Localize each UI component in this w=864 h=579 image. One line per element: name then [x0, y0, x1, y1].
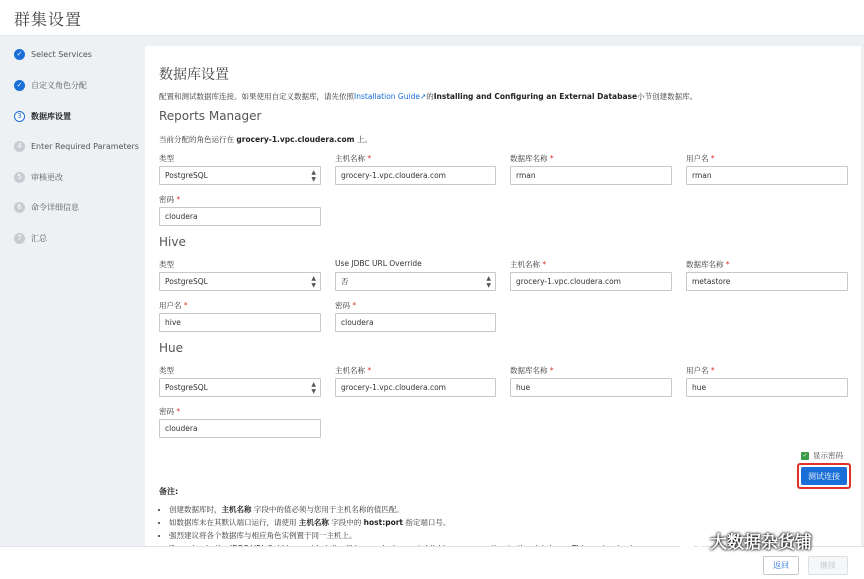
- checkbox-checked-icon: ✓: [802, 452, 808, 459]
- wizard-steps-sidebar: [0, 36, 145, 546]
- hue-title: Hue: [159, 341, 184, 355]
- step-database-setup[interactable]: [14, 107, 71, 125]
- check-icon: ✓: [14, 49, 25, 60]
- hive-type-label: 类型: [159, 260, 174, 269]
- input-value: cloudera: [165, 212, 198, 221]
- hive-type-select[interactable]: [159, 272, 321, 291]
- notes-title: 备注:: [159, 487, 179, 496]
- external-link-icon: ↗: [419, 92, 427, 101]
- hive-db-input[interactable]: [686, 272, 848, 291]
- intro-post: 小节创建数据库。: [637, 92, 698, 101]
- step-label: 汇总: [31, 233, 47, 243]
- input-value: hue: [516, 383, 531, 392]
- hive-user-input[interactable]: [159, 313, 321, 332]
- rm-user-label: 用户名 *: [686, 154, 715, 163]
- hue-user-input[interactable]: [686, 378, 848, 397]
- section-title: 数据库设置: [159, 67, 229, 83]
- hive-title: Hive: [159, 235, 186, 249]
- link-text: Installation Guide: [354, 92, 420, 101]
- host-note-host: grocery-1.vpc.cloudera.com: [236, 135, 355, 144]
- input-value: rman: [692, 171, 712, 180]
- rm-db-label: 数据库名称 *: [510, 154, 554, 163]
- rm-password-input[interactable]: [159, 207, 321, 226]
- host-note: [159, 134, 372, 145]
- step-number: 5: [14, 172, 25, 183]
- input-value: cloudera: [341, 318, 374, 327]
- test-connection-button[interactable]: 测试连接: [801, 467, 847, 485]
- intro-pre: 配置和测试数据库连接。如果使用自定义数据库，请先依照: [159, 92, 354, 101]
- top-bar: [0, 0, 864, 36]
- hue-type-select[interactable]: [159, 378, 321, 397]
- input-value: rman: [516, 171, 536, 180]
- select-value: 否: [341, 277, 349, 286]
- input-value: metastore: [692, 277, 731, 286]
- hive-user-label: 用户名 *: [159, 301, 188, 310]
- intro-mid: 的: [426, 92, 434, 101]
- watermark: [676, 528, 812, 553]
- step-label: 数据库设置: [31, 111, 71, 121]
- select-arrows-icon: ▲ ▼: [311, 380, 316, 395]
- rm-db-input[interactable]: [510, 166, 672, 185]
- select-value: PostgreSQL: [165, 171, 208, 180]
- host-note-pre: 当前分配的角色运行在: [159, 135, 234, 144]
- rm-password-label: 密码 *: [159, 195, 181, 204]
- watermark-text: 大数据杂货铺: [710, 533, 812, 553]
- hive-jdbc-label: Use JDBC URL Override: [335, 259, 422, 268]
- input-value: grocery-1.vpc.cloudera.com: [341, 171, 446, 180]
- hue-password-input[interactable]: [159, 419, 321, 438]
- hive-password-input[interactable]: [335, 313, 496, 332]
- hue-db-input[interactable]: [510, 378, 672, 397]
- intro-text: [159, 91, 697, 102]
- note-item: • 创建数据库时，主机名称 字段中的值必须与您用于主机名称的值匹配。: [169, 503, 669, 516]
- select-arrows-icon: ▲ ▼: [486, 274, 491, 289]
- step-number: 3: [14, 111, 25, 122]
- step-number: 6: [14, 202, 25, 213]
- intro-bold: Installing and Configuring an External Database: [433, 92, 638, 101]
- show-password-label: 显示密码: [813, 451, 843, 460]
- wechat-icon: [676, 530, 704, 552]
- step-label: 命令详细信息: [31, 202, 79, 212]
- select-value: PostgreSQL: [165, 277, 208, 286]
- rm-type-label: 类型: [159, 154, 174, 163]
- page-title: 群集设置: [14, 10, 83, 29]
- step-role-assignment[interactable]: [14, 76, 87, 94]
- hue-db-label: 数据库名称 *: [510, 366, 554, 375]
- step-command-details[interactable]: [14, 198, 79, 216]
- note-item: • 如数据库未在其默认端口运行，请使用 主机名称 字段中的 host:port 指定端口号。: [169, 516, 669, 529]
- main-panel: [145, 46, 861, 546]
- rm-host-input[interactable]: [335, 166, 496, 185]
- step-summary[interactable]: [14, 229, 47, 247]
- step-review-changes[interactable]: [14, 168, 63, 186]
- step-required-parameters[interactable]: [14, 137, 139, 155]
- hue-host-label: 主机名称 *: [335, 366, 372, 375]
- input-value: hive: [165, 318, 181, 327]
- hue-type-label: 类型: [159, 366, 174, 375]
- rm-host-label: 主机名称 *: [335, 154, 372, 163]
- select-value: PostgreSQL: [165, 383, 208, 392]
- back-button[interactable]: 返回: [763, 556, 799, 575]
- input-value: hue: [692, 383, 707, 392]
- step-label: 审核更改: [31, 172, 63, 182]
- test-connection-highlight: [797, 463, 851, 489]
- hive-db-label: 数据库名称 *: [686, 260, 730, 269]
- step-select-services[interactable]: [14, 45, 92, 63]
- step-label: Select Services: [31, 49, 92, 59]
- step-number: 4: [14, 141, 25, 152]
- show-password-checkbox[interactable]: [801, 450, 843, 461]
- hive-host-input[interactable]: [510, 272, 672, 291]
- input-value: grocery-1.vpc.cloudera.com: [341, 383, 446, 392]
- installation-guide-link[interactable]: [354, 92, 426, 101]
- hue-user-label: 用户名 *: [686, 366, 715, 375]
- hive-password-label: 密码 *: [335, 301, 357, 310]
- hue-host-input[interactable]: [335, 378, 496, 397]
- check-icon: ✓: [14, 80, 25, 91]
- reports-manager-title: Reports Manager: [159, 109, 262, 123]
- host-note-post: 上。: [356, 135, 372, 144]
- select-arrows-icon: ▲ ▼: [311, 274, 316, 289]
- input-value: cloudera: [165, 424, 198, 433]
- note-item: • 强烈建议将各个数据库与相应角色实例置于同一主机上。: [169, 529, 669, 542]
- rm-type-select[interactable]: [159, 166, 321, 185]
- step-label: Enter Required Parameters: [31, 141, 139, 151]
- hue-password-label: 密码 *: [159, 407, 181, 416]
- select-arrows-icon: ▲ ▼: [311, 168, 316, 183]
- hive-host-label: 主机名称 *: [510, 260, 547, 269]
- continue-button[interactable]: 继续: [808, 556, 848, 575]
- hive-jdbc-select[interactable]: [335, 272, 496, 291]
- step-label: 自定义角色分配: [31, 80, 87, 90]
- input-value: grocery-1.vpc.cloudera.com: [516, 277, 621, 286]
- step-number: 7: [14, 233, 25, 244]
- rm-user-input[interactable]: [686, 166, 848, 185]
